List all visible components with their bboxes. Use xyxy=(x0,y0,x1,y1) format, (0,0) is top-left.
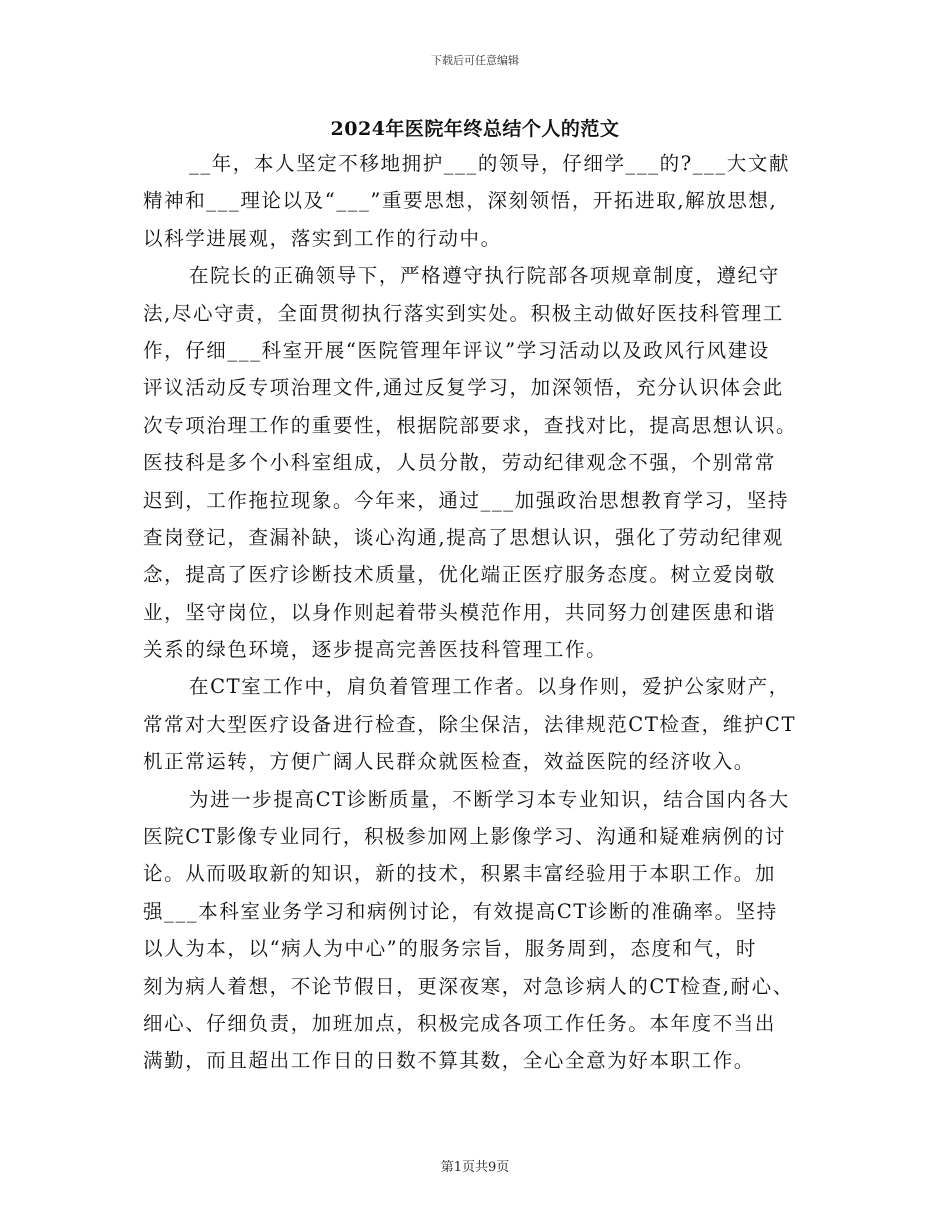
document-title: 2024年医院年终总结个人的范文 xyxy=(330,118,620,140)
body-line: 精神和___理论以及“___”重要思想，深刻领悟，开拓进取,解放思想, xyxy=(143,189,778,213)
page-header: 下载后可任意编辑 xyxy=(431,54,519,67)
body-line: 机正常运转，方便广阔人民群众就医检查，效益医院的经济收入。 xyxy=(143,750,755,774)
body-line: 细心、仔细负责，加班加点，积极完成各项工作任务。本年度不当出 xyxy=(143,1011,777,1035)
body-line: 常常对大型医疗设备进行检查，除尘保洁，法律规范CT检查，维护CT xyxy=(143,712,797,736)
body-line: 医技科是多个小科室组成，人员分散，劳动纪律观念不强，个别常常 xyxy=(143,451,777,475)
body-line: 作，仔细___科室开展“医院管理年评议”学习活动以及政风行风建设 xyxy=(143,338,770,362)
body-line: 以科学进展观，落实到工作的行动中。 xyxy=(143,226,502,250)
body-line: 评议活动反专项治理文件,通过反复学习，加深领悟，充分认识体会此 xyxy=(143,376,784,400)
body-line: 强___本科室业务学习和病例讨论，有效提高CT诊断的准确率。坚持 xyxy=(143,899,778,923)
body-line: 念，提高了医疗诊断技术质量，优化端正医疗服务态度。树立爱岗敬 xyxy=(143,563,777,587)
body-line: 在CT室工作中，肩负着管理工作者。以身作则，爱护公家财产， xyxy=(189,675,790,699)
body-line: 业，坚守岗位，以身作则起着带头模范作用，共同努力创建医患和谐 xyxy=(143,600,777,624)
body-line: 关系的绿色环境，逐步提高完善医技科管理工作。 xyxy=(143,638,608,662)
body-line: 以人为本，以“病人为中心”的服务宗旨，服务周到，态度和气，时 xyxy=(143,937,757,961)
body-line: 满勤，而且超出工作日的日数不算其数，全心全意为好本职工作。 xyxy=(143,1049,755,1073)
body-line: 查岗登记，查漏补缺，谈心沟通,提高了思想认识，强化了劳动纪律观 xyxy=(143,525,784,549)
body-line: 法,尽心守责，全面贯彻执行落实到实处。积极主动做好医技科管理工 xyxy=(143,301,784,325)
body-line: 论。从而吸取新的知识，新的技术，积累丰富经验用于本职工作。加 xyxy=(143,862,777,886)
page-footer: 第1页共9页 xyxy=(440,1160,510,1175)
body-line: 次专项治理工作的重要性，根据院部要求，查找对比，提高思想认识。 xyxy=(143,413,798,437)
body-line: 在院长的正确领导下，严格遵守执行院部各项规章制度，遵纪守 xyxy=(189,264,780,288)
document-body xyxy=(143,145,813,1080)
body-line: __年，本人坚定不移地拥护___的领导，仔细学___的?___大文献 xyxy=(189,152,791,175)
body-line: 医院CT影像专业同行，积极参加网上影像学习、沟通和疑难病例的讨 xyxy=(143,825,787,849)
body-line: 刻为病人着想，不论节假日，更深夜寒，对急诊病人的CT检查,耐心、 xyxy=(143,974,794,998)
body-line: 为进一步提高CT诊断质量，不断学习本专业知识，结合国内各大 xyxy=(189,787,790,811)
body-line: 迟到，工作拖拉现象。今年来，通过___加强政治思想教育学习，坚持 xyxy=(143,488,789,512)
